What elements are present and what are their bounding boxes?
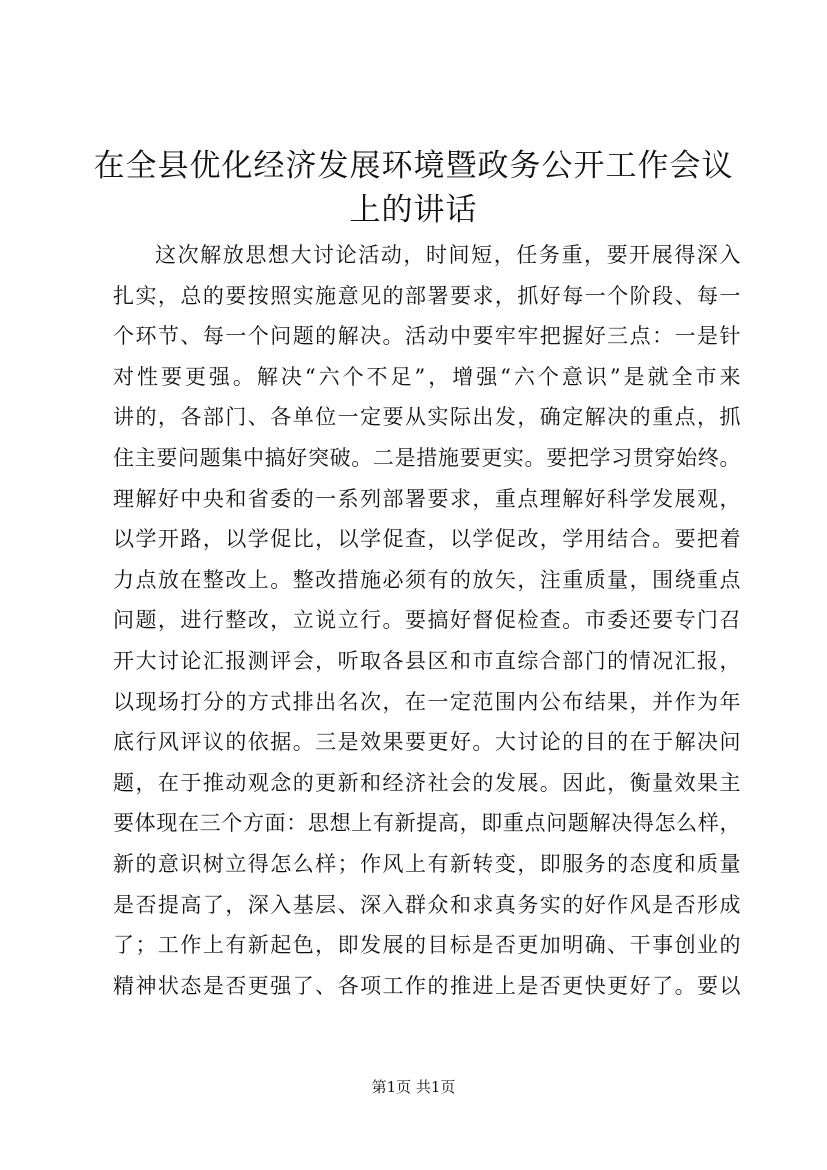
- document-title: [90, 144, 737, 232]
- document-body: [113, 235, 741, 1006]
- body-line: 问题，进行整改，立说立行。要搞好督促检查。市委还要专门召: [113, 608, 741, 633]
- body-line: 开大讨论汇报测评会，听取各县区和市直综合部门的情况汇报，: [113, 648, 741, 673]
- page-footer: [0, 1077, 827, 1097]
- body-line: 底行风评议的依据。三是效果要更好。大讨论的目的在于解决问: [113, 730, 741, 755]
- body-line: 讲的，各部门、各单位一定要从实际出发，确定解决的重点，抓: [113, 405, 741, 430]
- body-line: 了；工作上有新起色，即发展的目标是否更加明确、干事创业的: [113, 933, 741, 958]
- body-line: 力点放在整改上。整改措施必须有的放矢，注重质量，围绕重点: [113, 567, 741, 592]
- body-line: 个环节、每一个问题的解决。活动中要牢牢把握好三点：一是针: [113, 324, 741, 349]
- page-number-label: 第1页 共1页: [371, 1078, 456, 1096]
- title-line: 上的讲话: [349, 192, 478, 228]
- body-line: 是否提高了，深入基层、深入群众和求真务实的好作风是否形成: [113, 892, 741, 917]
- body-line: 要体现在三个方面：思想上有新提高，即重点问题解决得怎么样，: [113, 811, 741, 836]
- body-line: 对性要更强。解决“六个不足”，增强“六个意识”是就全市来: [113, 364, 741, 389]
- body-line: 以现场打分的方式排出名次，在一定范围内公布结果，并作为年: [113, 689, 741, 714]
- body-line: 新的意识树立得怎么样；作风上有新转变，即服务的态度和质量: [113, 851, 741, 876]
- body-line: 理解好中央和省委的一系列部署要求，重点理解好科学发展观，: [113, 486, 741, 511]
- body-line: 这次解放思想大讨论活动，时间短，任务重，要开展得深入: [155, 243, 741, 267]
- body-line: 扎实，总的要按照实施意见的部署要求，抓好每一个阶段、每一: [113, 283, 741, 308]
- body-line: 精神状态是否更强了、各项工作的推进上是否更快更好了。要以: [113, 973, 741, 998]
- body-line: 住主要问题集中搞好突破。二是措施要更实。要把学习贯穿始终。: [113, 445, 741, 470]
- title-line: 在全县优化经济发展环境暨政务公开工作会议: [93, 148, 734, 184]
- body-line: 以学开路，以学促比，以学促查，以学促改，学用结合。要把着: [113, 527, 741, 552]
- body-line: 题，在于推动观念的更新和经济社会的发展。因此，衡量效果主: [113, 770, 741, 795]
